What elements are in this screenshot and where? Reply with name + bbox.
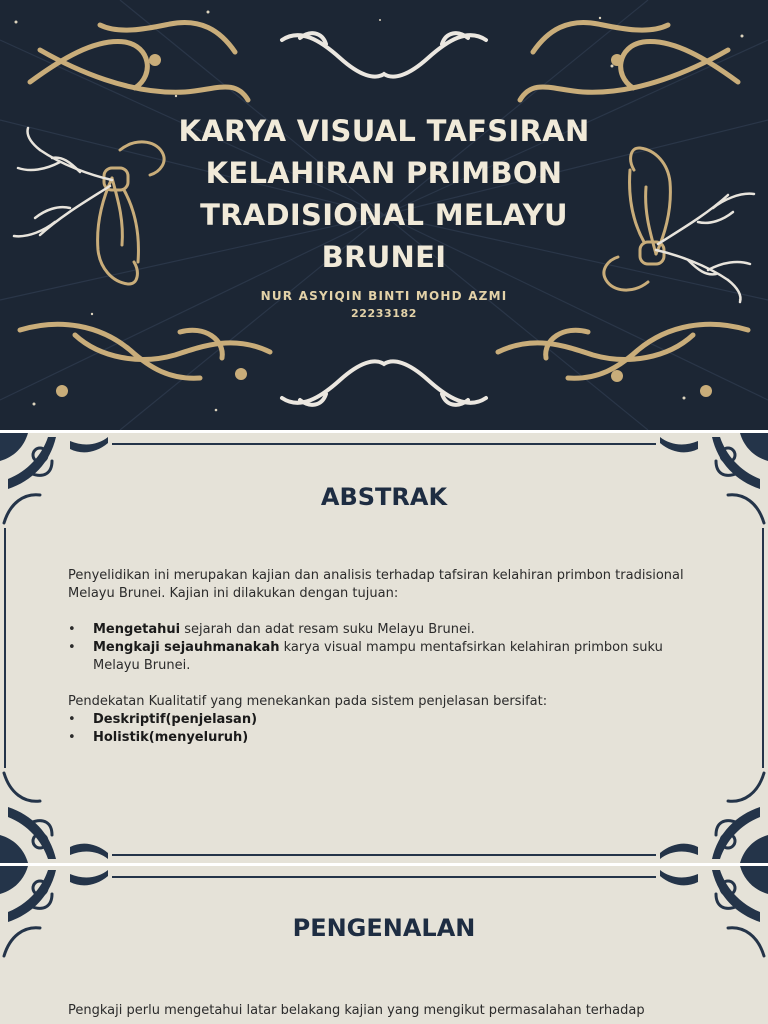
hand-antler-illustration (604, 148, 754, 302)
hand-antler-illustration (14, 128, 164, 284)
gold-swirl-ornament (30, 22, 248, 100)
title-slide (0, 0, 768, 430)
abstrak-body (68, 567, 708, 747)
abstrak-slide (0, 433, 768, 863)
abstrak-intro: Penyelidikan ini merupakan kajian dan analisis terhadap tafsiran kelahiran primbon tradisional Melayu Brunei. Kajian ini dilakukan dengan tujuan: (68, 568, 684, 601)
student-id: 22233182 (350, 307, 418, 320)
corner-ornament-bottom-left (0, 763, 110, 863)
author-name: NUR ASYIQIN BINTI MOHD AZMI (260, 289, 508, 303)
bullet-marker: • (68, 640, 76, 655)
frame-left-line (4, 528, 6, 768)
objective-item: • Mengkaji sejauhmanakah karya visual mampu mentafsirkan kelahiran primbon suku Melayu Brunei. (68, 640, 663, 673)
frame-bottom-line (112, 854, 656, 856)
pengenalan-body: Pengkaji perlu mengetahui latar belakang kajian yang mengikut permasalahan terhadap (68, 1003, 645, 1018)
bullet-marker: • (68, 712, 76, 727)
abstrak-heading: ABSTRAK (320, 483, 448, 511)
approach-text: Pendekatan Kualitatif yang menekankan pada sistem penjelasan bersifat: (68, 694, 548, 709)
gold-swirl-ornament (520, 22, 738, 100)
frame-right-line (762, 528, 764, 768)
approach-item: • Holistik(menyeluruh) (68, 730, 249, 745)
frame-top-line (112, 876, 656, 878)
pengenalan-slide (0, 866, 768, 1024)
gold-swirl-ornament (498, 324, 748, 378)
presentation-title: KARYA VISUAL TAFSIRAN KELAHIRAN PRIMBON TRADISIONAL MELAYU BRUNEI (178, 114, 590, 274)
bullet-marker: • (68, 622, 76, 637)
bullet-marker: • (68, 730, 76, 745)
objective-item: • Mengetahui sejarah dan adat resam suku Melayu Brunei. (68, 622, 475, 637)
pengenalan-heading: PENGENALAN (292, 914, 476, 942)
frame-top-line (112, 443, 656, 445)
approach-item: • Deskriptif(penjelasan) (68, 712, 258, 727)
gold-swirl-ornament (20, 324, 270, 378)
corner-ornament-bottom-right (658, 763, 768, 863)
